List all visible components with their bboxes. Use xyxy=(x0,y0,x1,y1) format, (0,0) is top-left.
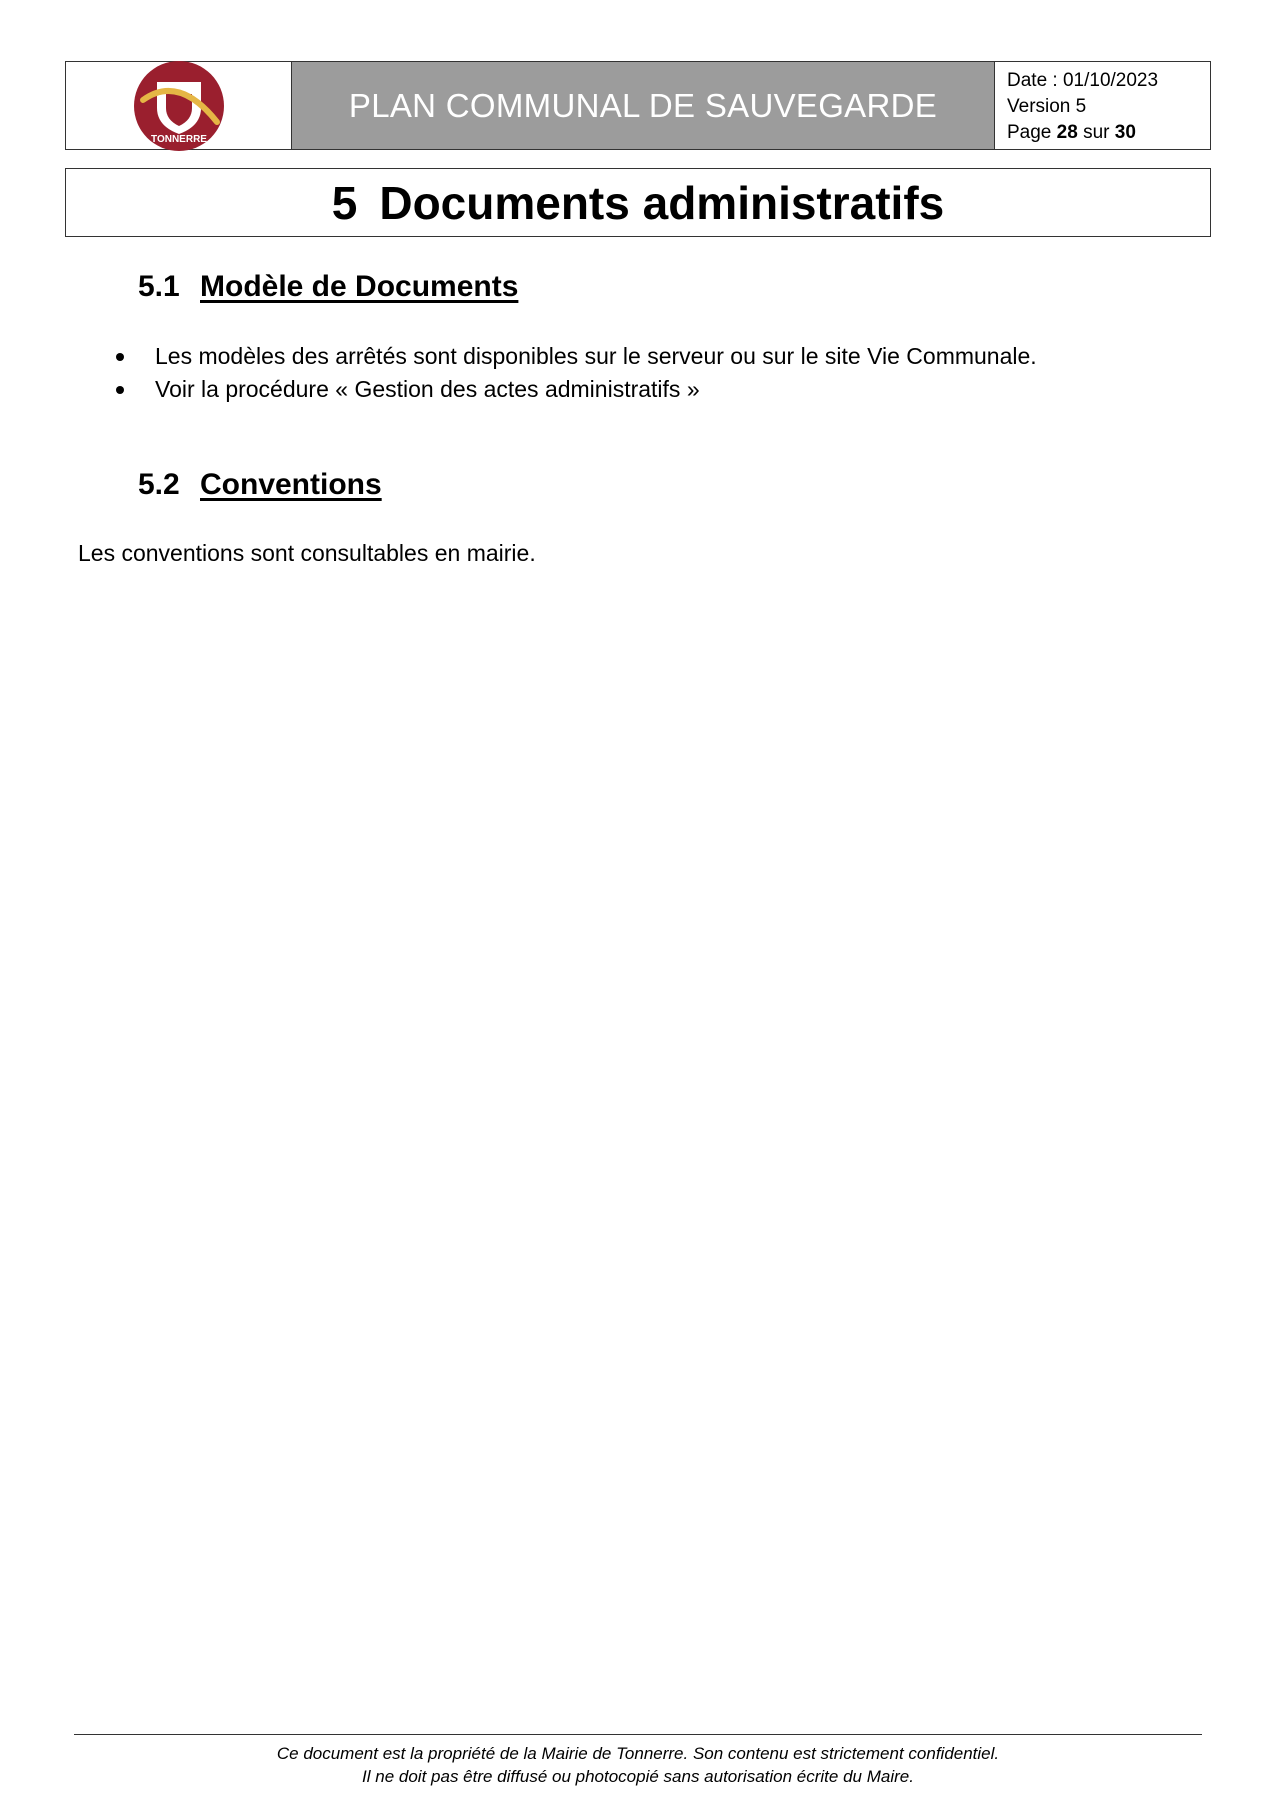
section-number: 5.2 xyxy=(138,468,180,501)
section-number: 5.1 xyxy=(138,270,180,303)
footer-divider xyxy=(74,1734,1202,1735)
list-item-text: Voir la procédure « Gestion des actes administratifs » xyxy=(155,376,700,402)
section-heading-5-2 xyxy=(138,468,382,502)
document-version: Version 5 xyxy=(1007,96,1087,117)
list-item xyxy=(110,373,1037,406)
page-prefix: Page xyxy=(1007,122,1052,143)
page-current: 28 xyxy=(1056,122,1078,143)
section-title: Modèle de Documents xyxy=(200,270,519,303)
section-heading-5-1 xyxy=(138,270,518,304)
bullet-list xyxy=(110,340,1037,406)
section-title: Conventions xyxy=(200,468,382,501)
list-item-text: Les modèles des arrêtés sont disponibles sur le serveur ou sur le site Vie Communale. xyxy=(155,343,1037,369)
document-date: Date : 01/10/2023 xyxy=(1007,70,1159,91)
footer-notice xyxy=(74,1742,1202,1788)
list-item xyxy=(110,340,1037,373)
chapter-title xyxy=(65,168,1211,237)
document-header xyxy=(65,61,1211,150)
bullet-icon xyxy=(116,353,124,361)
page-total: 30 xyxy=(1114,122,1136,143)
plan-title: PLAN COMMUNAL DE SAUVEGARDE xyxy=(292,62,995,149)
footer-line-2: Il ne doit pas être diffusé ou photocopié sans autorisation écrite du Maire. xyxy=(362,1767,914,1786)
logo-cell xyxy=(66,62,292,149)
page-sep: sur xyxy=(1083,122,1110,143)
chapter-number: 5 xyxy=(331,176,358,229)
page-counter xyxy=(1007,120,1198,146)
logo-text: TONNERRE xyxy=(150,133,207,145)
footer-line-1: Ce document est la propriété de la Mairie de Tonnerre. Son contenu est strictement confidentiel. xyxy=(276,1744,1000,1763)
chapter-heading: Documents administratifs xyxy=(379,176,945,229)
section-paragraph: Les conventions sont consultables en mairie. xyxy=(78,540,536,566)
tonnerre-logo xyxy=(133,60,225,152)
document-meta xyxy=(995,62,1210,149)
bullet-icon xyxy=(116,386,124,394)
